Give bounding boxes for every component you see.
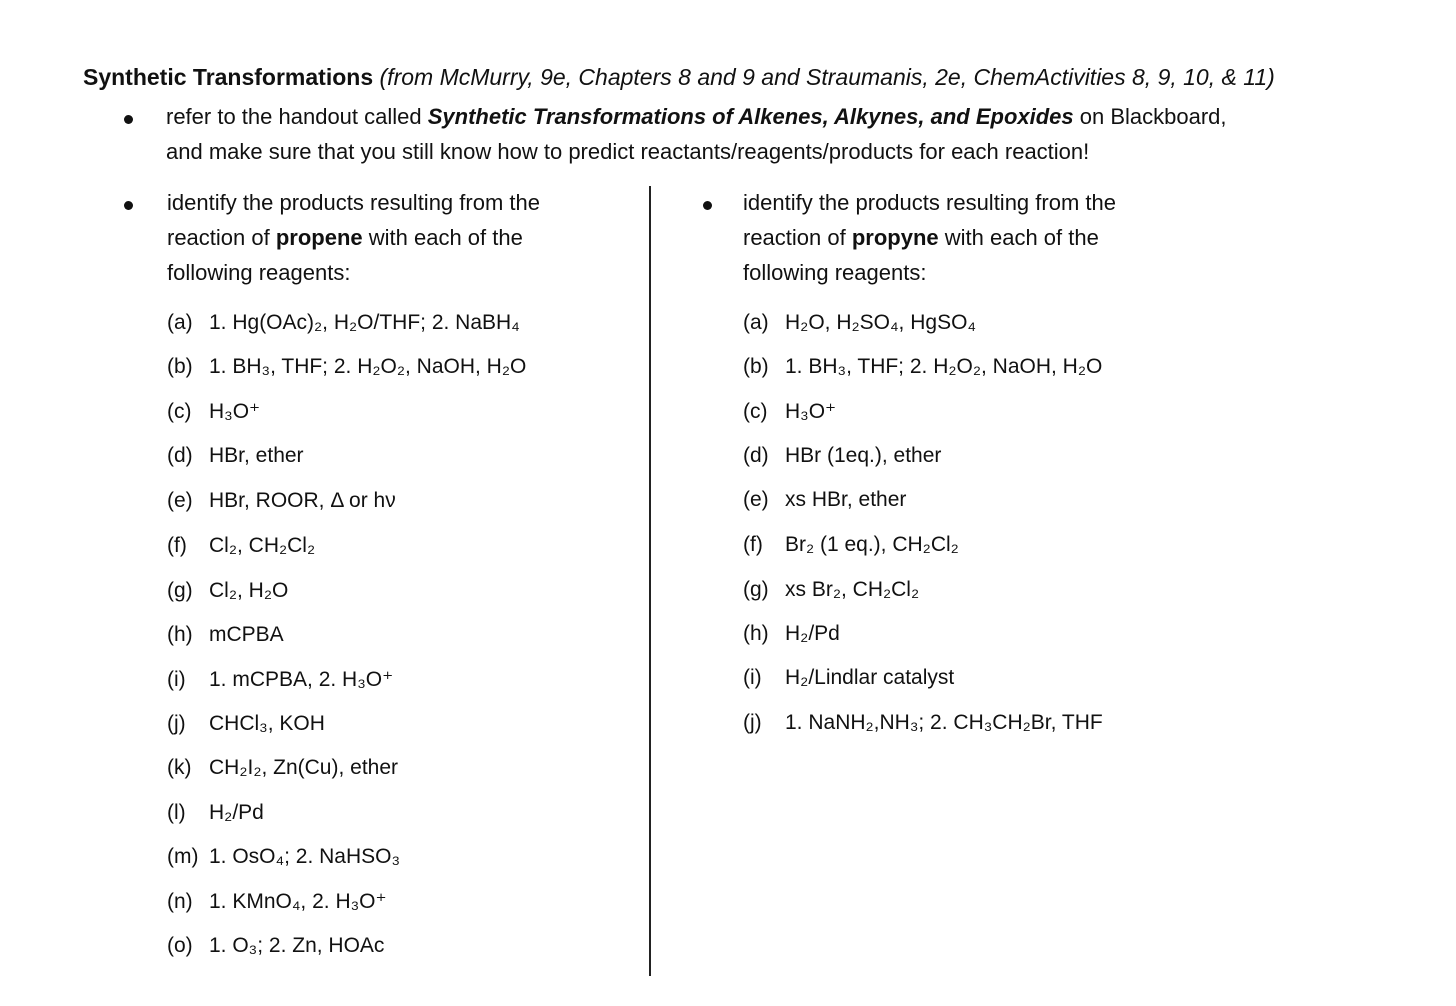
right-item: (i) H₂/Lindlar catalyst [743,666,955,689]
heading-source: (from McMurry, 9e, Chapters 8 and 9 and Straumanis, 2e, ChemActivities 8, 9, 10, & 11) [379,64,1275,90]
right-item: (e) xs HBr, ether [743,488,907,511]
column-divider [649,186,651,976]
left-item: (l) H₂/Pd [167,801,264,824]
right-line-2-pre: reaction of [743,225,852,250]
left-bullet [124,201,133,210]
left-item: (n) 1. KMnO₄, 2. H₃O⁺ [167,890,387,913]
right-instruction-line-2 [743,225,1099,251]
left-item: (b) 1. BH₃, THF; 2. H₂O₂, NaOH, H₂O [167,355,527,378]
left-line-2-pre: reaction of [167,225,276,250]
left-instruction-line-1: identify the products resulting from the [167,190,540,215]
intro-line-2: and make sure that you still know how to predict reactants/reagents/products for each reaction! [166,139,1090,164]
handout-title: Synthetic Transformations of Alkenes, Alkynes, and Epoxides [427,104,1074,129]
right-item: (g) xs Br₂, CH₂Cl₂ [743,578,920,601]
right-item: (j) 1. NaNH₂,NH₃; 2. CH₃CH₂Br, THF [743,711,1103,734]
page-heading [83,64,1275,91]
left-item: (f) Cl₂, CH₂Cl₂ [167,534,316,557]
left-instruction-line-2 [167,225,523,251]
right-item: (f) Br₂ (1 eq.), CH₂Cl₂ [743,533,959,556]
right-item: (c) H₃O⁺ [743,400,837,423]
intro-line-1-pre: refer to the handout called [166,104,428,129]
right-bullet [703,201,712,210]
left-item: (k) CH₂I₂, Zn(Cu), ether [167,756,399,779]
left-item: (h) mCPBA [167,623,284,646]
left-item: (c) H₃O⁺ [167,400,261,423]
left-item: (a) 1. Hg(OAc)₂, H₂O/THF; 2. NaBH₄ [167,311,520,334]
left-item: (m) 1. OsO₄; 2. NaHSO₃ [167,845,401,868]
left-item: (e) HBr, ROOR, Δ or hν [167,489,396,512]
right-item: (h) H₂/Pd [743,622,840,645]
left-item: (d) HBr, ether [167,444,304,467]
right-instruction-line-1: identify the products resulting from the [743,190,1116,215]
intro-line-1 [166,104,1227,130]
right-item: (d) HBr (1eq.), ether [743,444,942,467]
left-line-2-post: with each of the [362,225,523,250]
right-compound: propyne [851,225,939,250]
left-compound: propene [275,225,363,250]
intro-bullet [124,115,133,124]
left-item: (i) 1. mCPBA, 2. H₃O⁺ [167,668,394,691]
left-item: (o) 1. O₃; 2. Zn, HOAc [167,934,385,957]
intro-line-1-post: on Blackboard, [1073,104,1227,129]
right-instruction-line-3: following reagents: [743,260,927,285]
left-item: (g) Cl₂, H₂O [167,579,289,602]
heading-title: Synthetic Transformations [83,64,374,90]
right-item: (a) H₂O, H₂SO₄, HgSO₄ [743,311,976,334]
right-line-2-post: with each of the [938,225,1099,250]
right-item: (b) 1. BH₃, THF; 2. H₂O₂, NaOH, H₂O [743,355,1103,378]
left-instruction-line-3: following reagents: [167,260,351,285]
left-item: (j) CHCl₃, KOH [167,712,325,735]
